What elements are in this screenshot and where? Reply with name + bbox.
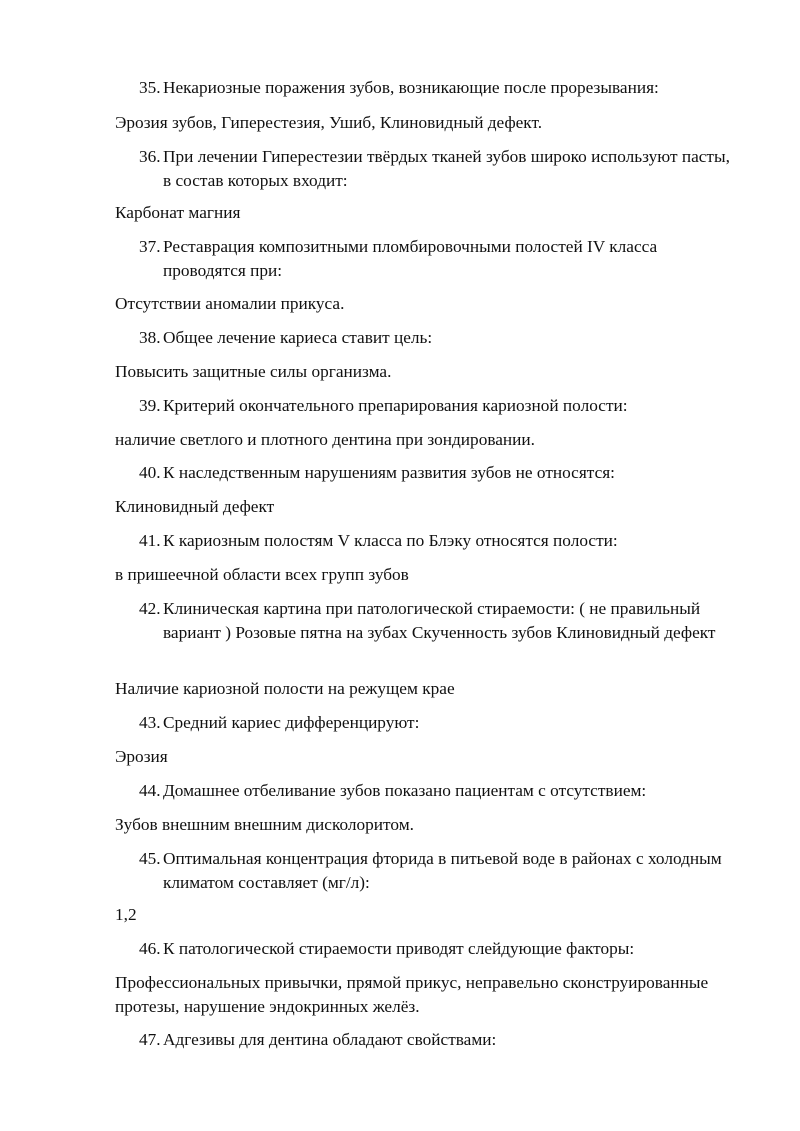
answer-44: Зубов внешним внешним дисколоритом. xyxy=(115,815,414,834)
question-number: 42. xyxy=(139,599,161,618)
question-number: 44. xyxy=(139,781,161,800)
question-38 xyxy=(139,326,739,350)
question-number: 37. xyxy=(139,237,161,256)
answer-42: Наличие кариозной полости на режущем крае xyxy=(115,679,455,698)
question-text: Оптимальная концентрация фторида в питьевой воде в районах с холодным климатом составляет (мг/л): xyxy=(163,849,722,892)
question-36 xyxy=(139,145,739,193)
question-text: Некариозные поражения зубов, возникающие после прорезывания: xyxy=(163,78,659,97)
answer-46: Профессиональных привычки, прямой прикус, неправельно сконструированные протезы, нарушение эндокринных желёз. xyxy=(115,973,709,1016)
question-42 xyxy=(139,597,739,645)
question-number: 46. xyxy=(139,939,161,958)
question-text: Общее лечение кариеса ставит цель: xyxy=(163,328,433,347)
question-number: 35. xyxy=(139,78,161,97)
question-text: К наследственным нарушениям развития зубов не относятся: xyxy=(163,463,615,482)
question-number: 43. xyxy=(139,713,161,732)
question-text: К патологической стираемости приводят слейдующие факторы: xyxy=(163,939,635,958)
question-text: Реставрация композитными пломбировочными полостей IV класса проводятся при: xyxy=(163,237,658,280)
answer-45: 1,2 xyxy=(115,905,137,924)
question-number: 38. xyxy=(139,328,161,347)
question-number: 47. xyxy=(139,1030,161,1049)
question-text: К кариозным полостям V класса по Блэку относятся полости: xyxy=(163,531,618,550)
answer-37: Отсутствии аномалии прикуса. xyxy=(115,294,345,313)
question-41 xyxy=(139,529,739,553)
question-39 xyxy=(139,394,739,418)
question-46 xyxy=(139,937,739,961)
question-text: При лечении Гиперестезии твёрдых тканей зубов широко используют пасты, в состав которых входит: xyxy=(163,147,730,190)
answer-38: Повысить защитные силы организма. xyxy=(115,362,392,381)
question-43 xyxy=(139,711,739,735)
question-text: Средний кариес дифференцируют: xyxy=(163,713,420,732)
question-37 xyxy=(139,235,739,283)
question-text: Клиническая картина при патологической стираемости: ( не правильный вариант ) Розовые пятна на зубах Скученность зубов Клиновидный дефект xyxy=(163,599,716,642)
question-number: 45. xyxy=(139,849,161,868)
answer-36: Карбонат магния xyxy=(115,203,241,222)
answer-43: Эрозия xyxy=(115,747,168,766)
question-45 xyxy=(139,847,739,895)
answer-39: наличие светлого и плотного дентина при зондировании. xyxy=(115,430,535,449)
question-47 xyxy=(139,1028,739,1052)
question-text: Критерий окончательного препарирования кариозной полости: xyxy=(163,396,628,415)
question-text: Домашнее отбеливание зубов показано пациентам с отсутствием: xyxy=(163,781,647,800)
question-40 xyxy=(139,461,739,485)
answer-40: Клиновидный дефект xyxy=(115,497,275,516)
answer-35: Эрозия зубов, Гиперестезия, Ушиб, Клиновидный дефект. xyxy=(115,113,543,132)
question-text: Адгезивы для дентина обладают свойствами: xyxy=(163,1030,497,1049)
question-35 xyxy=(139,76,739,100)
question-number: 41. xyxy=(139,531,161,550)
question-number: 40. xyxy=(139,463,161,482)
question-44 xyxy=(139,779,739,803)
question-number: 39. xyxy=(139,396,161,415)
question-number: 36. xyxy=(139,147,161,166)
answer-41: в пришеечной области всех групп зубов xyxy=(115,565,409,584)
